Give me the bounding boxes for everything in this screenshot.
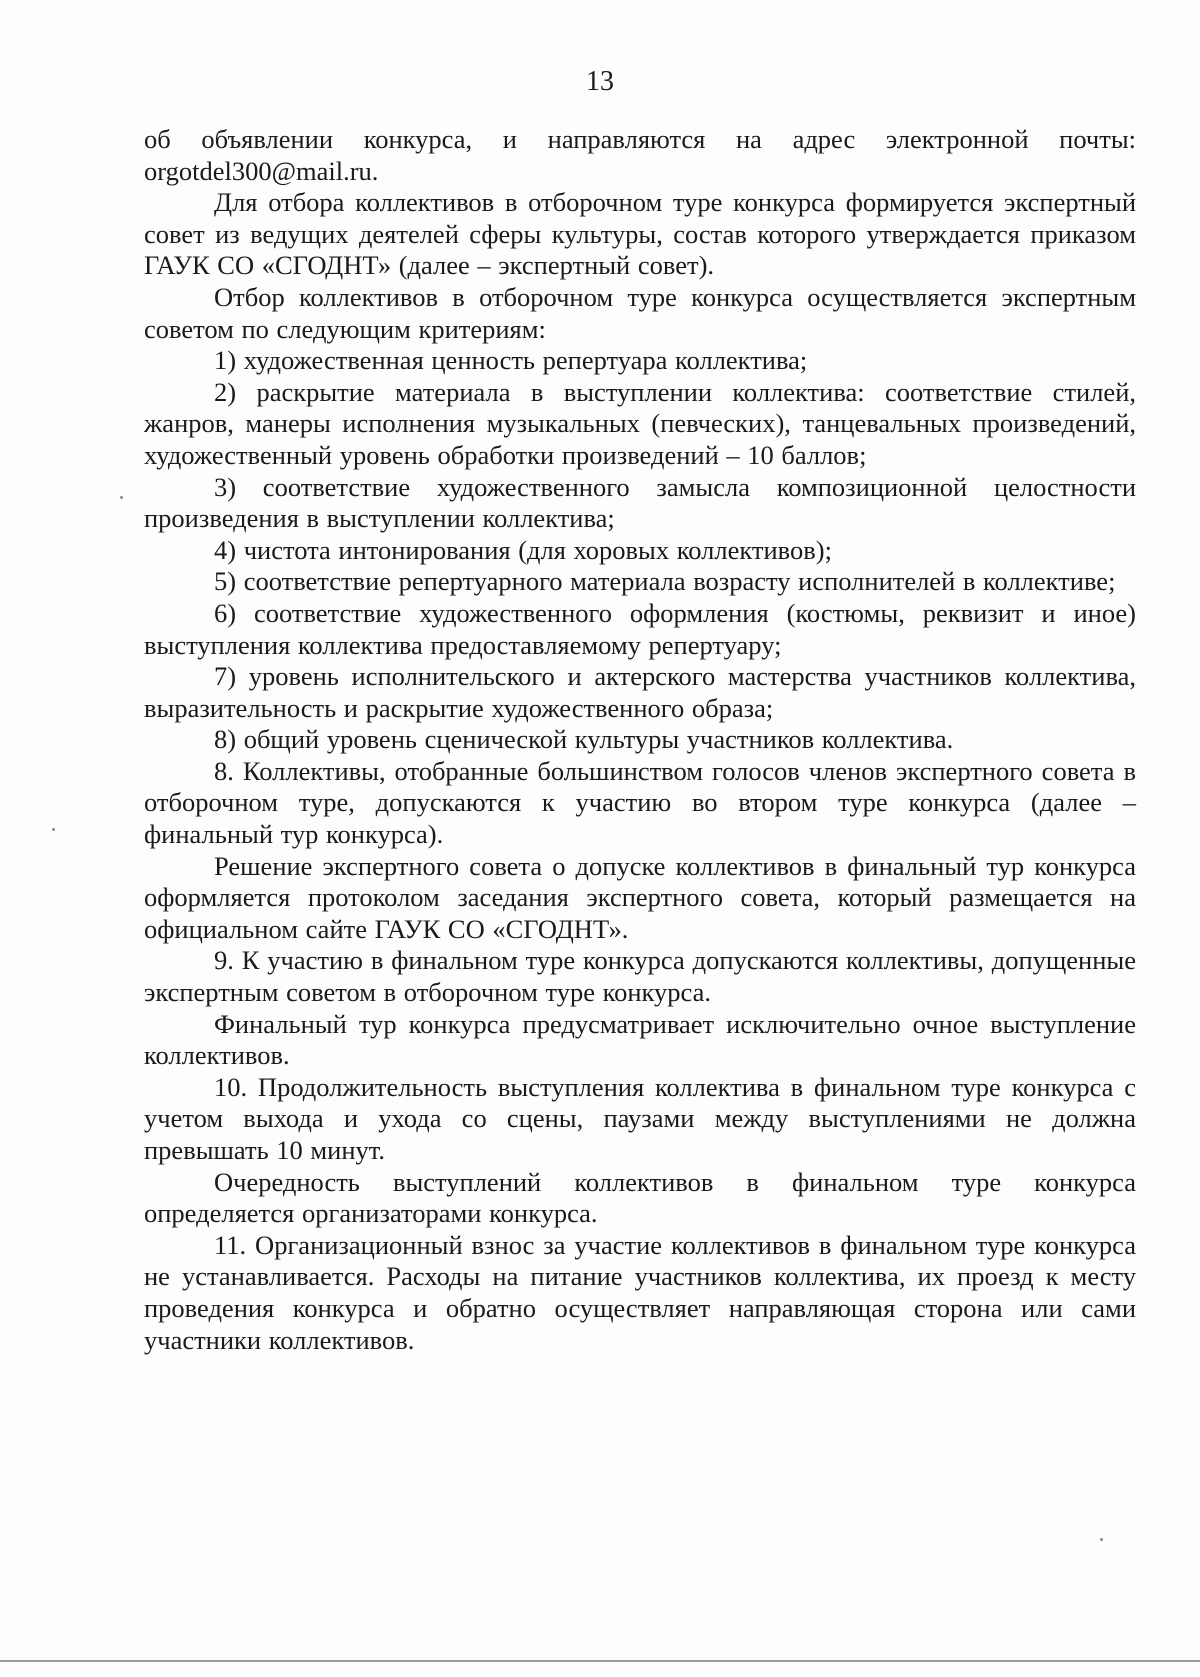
- paragraph: 9. К участию в финальном туре конкурса допускаются коллективы, допущенные экспертным советом в отборочном туре конкурса.: [144, 945, 1136, 1008]
- paragraph: Решение экспертного совета о допуске коллективов в финальный тур конкурса оформляется протоколом заседания экспертного совета, который размещается на официальном сайте ГАУК СО «СГОДНТ».: [144, 850, 1136, 944]
- paragraph: 8) общий уровень сценической культуры участников коллектива.: [214, 724, 954, 755]
- scan-speck: [120, 496, 123, 499]
- document-body: [144, 124, 1136, 1356]
- scan-speck: [1100, 1538, 1103, 1541]
- scan-edge-line: [0, 1660, 1200, 1662]
- paragraph: 8. Коллективы, отобранные большинством голосов членов экспертного совета в отборочном туре, допускаются к участию во втором туре конкурса (далее – финальный тур конкурса).: [144, 755, 1136, 850]
- paragraph: об объявлении конкурса, и направляются на адрес электронной почты: orgotdel300@mail.ru.: [144, 124, 1136, 186]
- paragraph: 7) уровень исполнительского и актерского мастерства участников коллектива, выразительность и раскрытие художественного образа;: [144, 661, 1136, 723]
- paragraph: 11. Организационный взнос за участие коллективов в финальном туре конкурса не устанавливается. Расходы на питание участников коллектива, их проезд к месту проведения конкурса и обратно осуществляет направляющая сторона или сами участники коллективов.: [144, 1229, 1136, 1355]
- paragraph: 2) раскрытие материала в выступлении коллектива: соответствие стилей, жанров, манеры исполнения музыкальных (певческих), танцевальных произведений, художественный уровень обработки произведений – 10 баллов;: [144, 376, 1136, 470]
- page-number: 13: [586, 66, 614, 97]
- paragraph: 10. Продолжительность выступления коллектива в финальном туре конкурса с учетом выхода и ухода со сцены, паузами между выступлениями не должна превышать 10 минут.: [144, 1071, 1136, 1165]
- paragraph: 4) чистота интонирования (для хоровых коллективов);: [214, 534, 832, 565]
- paragraph: Для отбора коллективов в отборочном туре конкурса формируется экспертный совет из ведущих деятелей сферы культуры, состав которого утверждается приказом ГАУК СО «СГОДНТ» (далее – экспертный совет).: [144, 187, 1136, 281]
- paragraph: 3) соответствие художественного замысла композиционной целостности произведения в выступлении коллектива;: [144, 471, 1136, 534]
- paragraph: Финальный тур конкурса предусматривает исключительно очное выступление коллективов.: [144, 1008, 1136, 1071]
- paragraph: 1) художественная ценность репертуара коллектива;: [214, 345, 808, 376]
- paragraph: 6) соответствие художественного оформления (костюмы, реквизит и иное) выступления коллектива предоставляемому репертуару;: [144, 597, 1136, 660]
- scan-speck: [52, 828, 55, 831]
- paragraph: Отбор коллективов в отборочном туре конкурса осуществляется экспертным советом по следующим критериям:: [144, 281, 1136, 344]
- paragraph: 5) соответствие репертуарного материала возрасту исполнителей в коллективе;: [214, 566, 1116, 597]
- paragraph: Очередность выступлений коллективов в финальном туре конкурса определяется организаторами конкурса.: [144, 1166, 1136, 1229]
